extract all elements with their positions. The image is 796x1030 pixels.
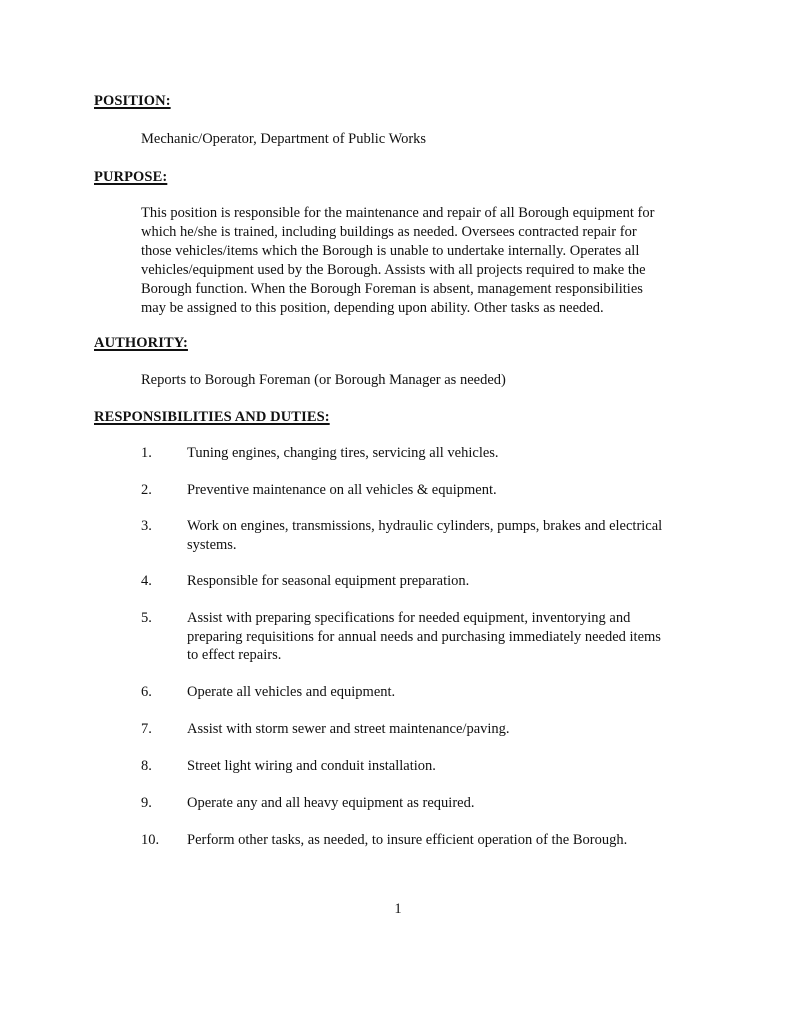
duty-number: 8.: [141, 758, 152, 774]
purpose-line: Borough function. When the Borough Foreman is absent, management responsibilities: [141, 281, 643, 297]
duty-line: Responsible for seasonal equipment preparation.: [187, 573, 470, 589]
duty-number: 3.: [141, 518, 152, 534]
duty-line: Perform other tasks, as needed, to insure efficient operation of the Borough.: [187, 832, 628, 848]
purpose-line: may be assigned to this position, depending upon ability. Other tasks as needed.: [141, 300, 604, 316]
duty-text: [187, 683, 707, 702]
duty-line: preparing requisitions for annual needs and purchasing immediately needed items: [187, 628, 661, 645]
duty-line: Assist with storm sewer and street maintenance/paving.: [187, 721, 510, 737]
duty-line: Street light wiring and conduit installation.: [187, 758, 436, 774]
duty-number: 7.: [141, 721, 152, 737]
duty-text: [187, 720, 707, 739]
duty-line: systems.: [187, 536, 237, 553]
purpose-line: vehicles/equipment used by the Borough. Assists with all projects required to make the: [141, 262, 646, 278]
duty-text: [187, 517, 707, 554]
duty-line: to effect repairs.: [187, 647, 282, 663]
section-heading-purpose: PURPOSE:: [94, 169, 168, 185]
duty-line: Preventive maintenance on all vehicles & equipment.: [187, 482, 497, 498]
duty-text: [187, 831, 707, 850]
duty-line: Work on engines, transmissions, hydraulic cylinders, pumps, brakes and electrical: [187, 518, 663, 534]
duty-line: Tuning engines, changing tires, servicing all vehicles.: [187, 445, 499, 461]
duty-number: 6.: [141, 684, 152, 700]
position-title-text: Mechanic/Operator, Department of Public Works: [141, 131, 427, 147]
section-heading-authority: AUTHORITY:: [94, 335, 188, 351]
duty-number: 10.: [141, 832, 160, 848]
duty-number: 5.: [141, 610, 152, 626]
authority-text: Reports to Borough Foreman (or Borough Manager as needed): [141, 372, 506, 388]
purpose-line: those vehicles/items which the Borough is unable to undertake internally. Operates all: [141, 243, 640, 259]
purpose-line: which he/she is trained, including buildings as needed. Oversees contracted repair for: [141, 224, 637, 240]
duty-line: Assist with preparing specifications for needed equipment, inventorying and: [187, 610, 631, 626]
duty-text: [187, 444, 707, 463]
duty-text: [187, 572, 707, 591]
duty-text: [187, 794, 707, 813]
duty-number: 9.: [141, 795, 152, 811]
duty-text: [187, 481, 707, 500]
duty-number: 4.: [141, 573, 152, 589]
page-number: 1: [394, 901, 402, 917]
duty-text: [187, 609, 707, 665]
purpose-line: This position is responsible for the maintenance and repair of all Borough equipment for: [141, 205, 655, 221]
duty-number: 1.: [141, 445, 152, 461]
section-heading-position: POSITION:: [94, 93, 171, 109]
duty-number: 2.: [141, 482, 152, 498]
purpose-paragraph: [141, 204, 701, 318]
duty-text: [187, 757, 707, 776]
section-heading-responsibilities: RESPONSIBILITIES AND DUTIES:: [94, 409, 330, 425]
duty-line: Operate all vehicles and equipment.: [187, 684, 396, 700]
duty-line: Operate any and all heavy equipment as required.: [187, 795, 475, 811]
